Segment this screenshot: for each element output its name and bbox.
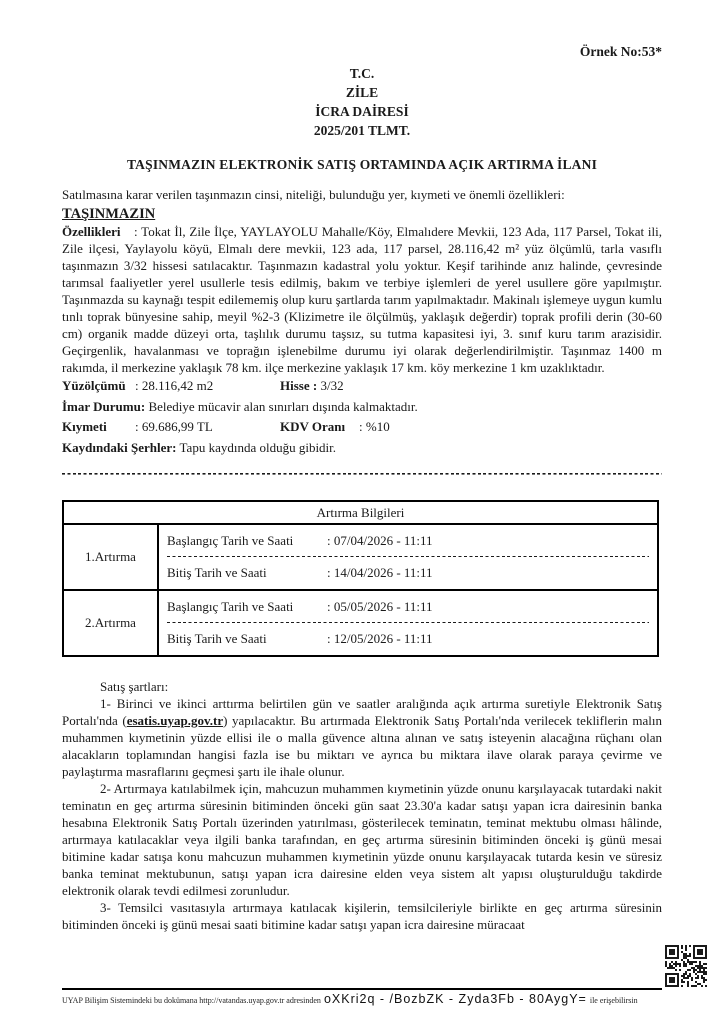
auction-2-end — [167, 629, 649, 649]
auction-table-title: Artırma Bilgileri — [63, 501, 658, 524]
footer-prefix: UYAP Bilişim Sistemindeki bu dokümana http://vatandas.uyap.gov.tr adresinden — [62, 996, 321, 1005]
auction-table-header-row — [63, 501, 658, 524]
condition-1-post: ) yapılacaktır. Bu artırmada Elektronik Satış Portalı'nda verilecek tekliflerin malın muhammen kıymetinin yüzde ellisi ile o malla güvence altına alınan ve satış isteyenin alacağına rüçhanı olan alacakların toplamından hangisi fazla ise bu miktarı ve ayrıca bu miktara ilave olarak paraya çevirme ve paylaştırma masraflarını geçmesi şartı ile ihale olunur. — [62, 713, 663, 779]
vat-value: : %10 — [359, 419, 390, 434]
auction-1-start — [167, 531, 649, 551]
intro-line: Satılmasına karar verilen taşınmazın cinsi, niteliği, bulunduğu yer, kıymeti ve önemli özellikleri: — [62, 187, 565, 202]
property-description — [62, 223, 662, 376]
share-label: Hisse : — [280, 378, 318, 393]
sale-conditions-heading: Satış şartları: — [100, 679, 169, 694]
footer-note — [62, 992, 682, 1006]
condition-3: 3- Temsilci vasıtasıyla artırmaya katılacak kişilerin, temsilcileriyle birlikte en geç artırma süresinin bitiminden önceki iş günü mesai saati bitimine kadar satışı yapan icra dairesine müracaat — [62, 900, 662, 932]
value-field — [62, 417, 280, 438]
section-heading-tasinmazin: TAŞINMAZIN — [62, 206, 156, 222]
footer-divider — [62, 988, 662, 990]
start-datetime-value: : 05/05/2026 - 11:11 — [327, 599, 433, 614]
esatis-portal-link: esatis.uyap.gov.tr — [126, 713, 224, 728]
annotations-value: Tapu kaydında olduğu gibidir. — [179, 439, 337, 455]
auction-2-dates — [158, 590, 658, 656]
row-divider — [167, 622, 649, 624]
annotations-label: Kaydındaki Şerhler: — [62, 439, 177, 455]
start-datetime-value: : 07/04/2026 - 11:11 — [327, 533, 433, 548]
auction-row-1 — [63, 524, 658, 590]
end-datetime-value: : 12/05/2026 - 11:11 — [327, 631, 433, 646]
document-title: TAŞINMAZIN ELEKTRONİK SATIŞ ORTAMINDA AÇIK ARTIRMA İLANI — [126, 157, 598, 172]
court-header — [62, 64, 662, 140]
auction-1-name: 1.Artırma — [63, 524, 158, 590]
condition-1 — [62, 695, 662, 780]
end-datetime-label: Bitiş Tarih ve Saati — [167, 631, 267, 646]
auction-2-name: 2.Artırma — [63, 590, 158, 656]
auction-1-end — [167, 563, 649, 583]
header-line-tc: T.C. — [349, 66, 375, 81]
start-datetime-label: Başlangıç Tarih ve Saati — [167, 599, 294, 614]
section-divider — [62, 473, 662, 475]
auction-2-start — [167, 597, 649, 617]
area-share-row — [62, 376, 662, 397]
start-datetime-label: Başlangıç Tarih ve Saati — [167, 533, 294, 548]
qr-code-icon — [665, 944, 707, 988]
ornek-number: Örnek No:53* — [579, 44, 662, 59]
condition-2: 2- Artırmaya katılabilmek için, mahcuzun muhammen kıymetinin yüzde onunu karşılayacak tutardaki nakit teminatın en geç artırma süresinin bitiminden önceki gün saat 23.30'a kadar satışı yapan icra dairesinin banka hesabına Elektronik Satış Portalı üzerinden yatırılması, gösterilecek teminatın, teminat mektubu olması hâlinde, artırmaya katılacaklar veya ilgili banka tarafından, en geç artırma süresinin bitiminden önceki iş günü mesai bitimine kadar satışa konu mahcuzun muhammen kıymetinin yüzde onunu karşılayacak tutarda kesin ve süresiz banka teminat mektubunun, satışı yapan icra dairesine elden veya sistem alt yapısı oluşturulduğu takdirde elektronik olarak tevdi edilmesi zorunludur. — [62, 781, 662, 898]
vat-label: KDV Oranı — [280, 419, 346, 434]
value-value: : 69.686,99 TL — [135, 419, 213, 434]
end-datetime-value: : 14/04/2026 - 11:11 — [327, 565, 433, 580]
row-divider — [167, 556, 649, 558]
header-line-office: İCRA DAİRESİ — [315, 104, 409, 119]
zoning-row — [62, 397, 662, 418]
zoning-label: İmar Durumu: — [62, 398, 146, 414]
condition-1-pre: 1- Birinci ve ikinci arttırma belirtilen gün ve saatler aralığında açık artırma suretiyle Elektronik Satış Portalı'nda ( — [62, 696, 662, 728]
header-line-city: ZİLE — [345, 85, 379, 100]
zoning-value: Belediye mücavir alan sınırları dışında kalmaktadır. — [148, 398, 418, 414]
ozellikleri-label: Özellikleri — [62, 224, 121, 239]
share-value: 3/32 — [320, 378, 344, 393]
auction-row-2 — [63, 590, 658, 656]
verification-code: oXKri2q - /BozbZK - Zyda3Fb - 80AygY= — [323, 992, 587, 1006]
end-datetime-label: Bitiş Tarih ve Saati — [167, 565, 267, 580]
value-label: Kıymeti — [62, 419, 107, 434]
auction-1-dates — [158, 524, 658, 590]
auction-table — [62, 500, 659, 657]
area-value: : 28.116,42 m2 — [135, 378, 214, 393]
footer-suffix: ile erişebilirsin — [589, 996, 638, 1005]
annotations-row — [62, 438, 662, 459]
share-field — [280, 378, 344, 393]
value-vat-row — [62, 417, 662, 438]
header-line-fileno: 2025/201 TLMT. — [313, 123, 411, 138]
area-field — [62, 376, 280, 397]
ozellikleri-value: : Tokat İl, Zile İlçe, YAYLAYOLU Mahalle/Köy, Elmalıdere Mevkii, 123 Ada, 117 Parsel, Tokat ili, Zile ilçesi, Yaylayolu köyü, Elmalı dere mevkii, 123 ada, 117 parsel, 28.116,42 m² yüz ölçümlü, tarla vasıflı taşınmazın 3/32 hissesi satılacaktır. Taşınmazın kadastral yolu yoktur. Keşif tarihinde anız halinde, çevresinde tarımsal faaliyetler yerel usullerle tesis edilmiş, bakım ve terbiye işlemleri de yerel usullere göre yapılmıştır. Taşınmazda su kaynağı tespit edilememiş olup kuru şartlarda tarım yapılmaktadır. Makinalı işlemeye uygun kumlu tınlı toprak bünyesine sahip, meyil %2-3 (Klizimetre ile ölçülmüş, yaklaşık değerdir) toprak profili derin (30-60 cm) organik madde düzeyi orta, taşlılık durumu taşsız, su tutma kapasitesi iyi, 3. sınıf kuru tarım arazisidir. Geçirgenlik, havalanması ve toprağın işlenebilme durumu iyi olarak değerlendirilmiştir. Taşınmaz 1400 m rakımda, il merkezine yaklaşık 78 km. ilçe merkezine yaklaşık 17 km. köy merkezine 1 km uzaklıktadır. — [62, 224, 662, 375]
area-label: Yüzölçümü — [62, 378, 126, 393]
vat-field — [280, 419, 390, 434]
